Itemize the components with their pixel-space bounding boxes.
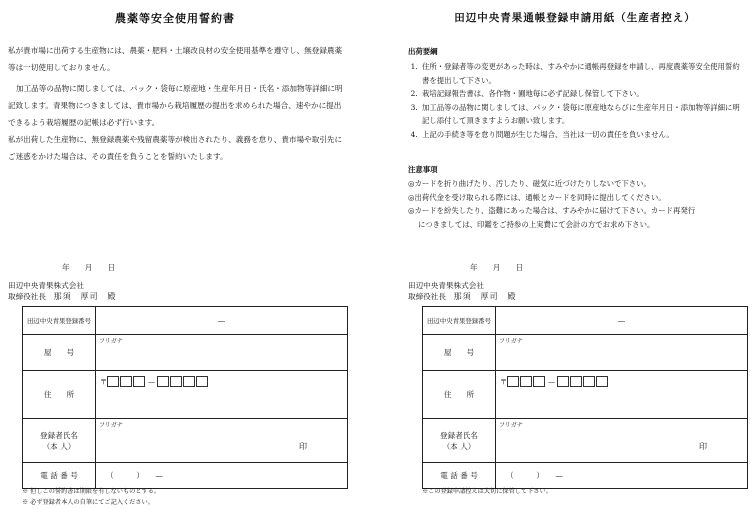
- registrant-name-label: 登録者氏名 （本 人）: [23, 419, 96, 463]
- address-field[interactable]: [96, 371, 348, 419]
- shop-name-label: 屋 号: [423, 335, 496, 371]
- phone-label: 電 話 番 号: [423, 463, 496, 489]
- pledge-paragraph-1: 私が貴市場に出荷する生産物には、農薬・肥料・土壌改良材の安全使用基準を遵守し、無登録農薬等は一切使用しておりません。: [8, 46, 343, 72]
- pledge-body: [8, 42, 348, 165]
- registrant-name-label: 登録者氏名 （本 人）: [423, 419, 496, 463]
- phone-template: （ ） —: [106, 471, 163, 480]
- requirement-item: 4. 上記の手続き等を怠り問題が生じた場合、当社は一切の責任を負いません。: [420, 128, 743, 142]
- requirement-item: 1. 住所・登録者等の変更があった時は、すみやかに通帳再登録を申請し、再度農薬等安全使用誓約書を提出して下さい。: [420, 60, 743, 87]
- ceo-title: 取締役社長: [8, 292, 46, 301]
- pledge-paragraph-2: 加工品等の品物に関しましては、パック・袋毎に原産地・生産年月日・氏名・添加物等詳細に明記致します。青果物につきましては、貴市場から栽培履歴の提出を求められた場合、速やかに提出できるよう栽培履歴の記帳は必ず行います。: [8, 84, 343, 127]
- seal-mark: 印: [299, 442, 307, 451]
- pledge-paragraph-3: 私が出荷した生産物に、無登録農薬や残留農薬等が検出されたり、義務を怠り、貴市場や取引先にご迷惑をかけた場合は、その責任を負うことを誓約いたします。: [8, 135, 343, 161]
- seal-mark: 印: [699, 442, 707, 451]
- shop-furigana: フリガナ: [99, 338, 123, 345]
- phone-field[interactable]: [96, 463, 348, 489]
- pledge-title: 農薬等安全使用誓約書: [115, 12, 235, 25]
- application-addressee: [408, 280, 517, 302]
- pledge-notes: [22, 486, 160, 508]
- phone-field[interactable]: [496, 463, 748, 489]
- zip-code-boxes[interactable]: 〒 —: [500, 376, 609, 387]
- caution-item: ◎カードを折り曲げたり、汚したり、磁気に近づけたりしないで下さい。: [408, 179, 651, 188]
- reg-number-label: 田辺中央青果登録番号: [23, 307, 96, 335]
- cautions-list: [408, 177, 743, 231]
- pledge-panel: [0, 0, 350, 509]
- name-furigana: フリガナ: [99, 422, 123, 429]
- pledge-date: 年 月 日: [62, 263, 116, 272]
- application-date: 年 月 日: [470, 263, 524, 272]
- phone-label: 電 話 番 号: [23, 463, 96, 489]
- postal-mark: 〒: [100, 377, 107, 386]
- shop-name-field[interactable]: [496, 335, 748, 371]
- requirements-heading: 出荷要綱: [408, 47, 438, 56]
- shop-name-label: 屋 号: [23, 335, 96, 371]
- name-furigana: フリガナ: [499, 422, 523, 429]
- requirement-item: 3. 加工品等の品物に関しましては、パック・袋毎に原産地ならびに生産年月日・添加物等詳細に明記し添付して頂きますようお願い致します。: [420, 101, 743, 128]
- ceo-title: 取締役社長: [408, 292, 446, 301]
- address-label: 住 所: [423, 371, 496, 419]
- note-1: ※この登録申請控えは大切に保管して下さい。: [422, 488, 552, 495]
- address-label: 住 所: [23, 371, 96, 419]
- registrant-name-field[interactable]: [96, 419, 348, 463]
- requirements-list: [408, 60, 743, 141]
- reg-number-field[interactable]: [96, 307, 348, 335]
- caution-item: ◎カードを紛失したり、盗難にあった場合は、すみやかに届けて下さい。カード再発行: [408, 206, 696, 215]
- ceo-name: 那須 厚司 殿: [453, 292, 517, 301]
- requirement-item: 2. 栽培記録報告書は、各作物・圃地毎に必ず記録し保管して下さい。: [420, 87, 743, 101]
- caution-item-continued: につきましては、印鑑をご持参の上実費にて会計の方でお求め下さい。: [418, 219, 655, 229]
- reg-number-dash: —: [617, 316, 626, 325]
- phone-template: （ ） —: [506, 471, 563, 480]
- postal-mark: 〒: [500, 377, 507, 386]
- registrant-name-field[interactable]: [496, 419, 748, 463]
- reg-number-field[interactable]: [496, 307, 748, 335]
- pledge-addressee: [8, 280, 117, 302]
- cautions-heading: 注意事項: [408, 165, 438, 174]
- application-notes: [422, 486, 552, 497]
- note-1: ※ 但しこの誓約書は期限を有しないものとする。: [22, 488, 161, 495]
- application-form: [422, 306, 748, 489]
- company-name: 田辺中央青果株式会社: [408, 281, 484, 290]
- reg-number-dash: —: [217, 316, 226, 325]
- ceo-line: [8, 291, 117, 302]
- application-title: 田辺中央青果通帳登録申請用紙（生産者控え）: [454, 12, 696, 24]
- note-2: ※ 必ず登録者本人の自筆にてご記入ください。: [22, 499, 154, 506]
- address-field[interactable]: [496, 371, 748, 419]
- ceo-name: 那須 厚司 殿: [53, 292, 117, 301]
- caution-item: ◎出荷代金を受け取られる際には、通帳とカードを同時に提出してください。: [408, 192, 666, 202]
- company-name: 田辺中央青果株式会社: [8, 281, 84, 290]
- shop-name-field[interactable]: [96, 335, 348, 371]
- application-panel: [400, 0, 750, 509]
- shop-furigana: フリガナ: [499, 338, 523, 345]
- ceo-line: [408, 291, 517, 302]
- zip-code-boxes[interactable]: 〒 —: [100, 376, 209, 387]
- reg-number-label: 田辺中央青果登録番号: [423, 307, 496, 335]
- pledge-form: [22, 306, 348, 489]
